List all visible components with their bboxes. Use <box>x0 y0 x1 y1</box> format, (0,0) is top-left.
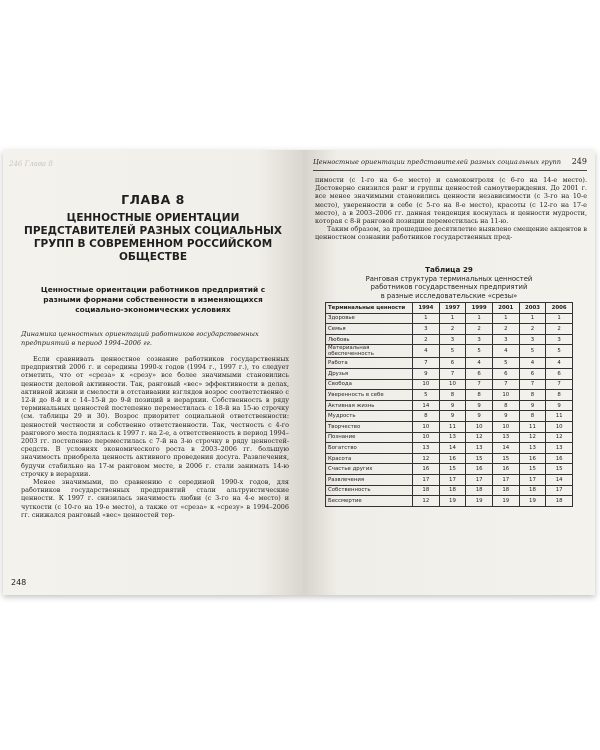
rank-cell: 16 <box>519 453 546 464</box>
paragraph: Если сравнивать ценностное сознание работников государственных предприятий 2006 г. и середины 1990-х годов (1994 г., 1997 г.), то следует отметить, что от «среза» к «срезу» все более значимыми становились ценности деловой активности. Так, ранговый «вес» эффективности в делах, активной жизни и смелости в отстаивании взглядов возрос соответственно с 12-й до 8-й и с 14–15-й до 9-й позиций в иерархии. Собственность в ряду терминальных ценностей постепенно переместилась с 18-й на 15-ю строчку (см. таблицы 29 и 30). Возрос приоритет социальной ответственности: ценностей честности и собственно ответственности. Так, честность с 4-го рангового места поднялась к 1997 г. на 2-е, а ответственность в период 1994–2003 гг. постепенно переместилась с 7-й на 3-ю строчку в ряду ценностей-средств. В условиях экономического роста в 2003–2006 гг. большую значимость приобрела ценность активного проведения досуга. Развлечения, будучи стабильно на 17-м ранговом месте, в 2006 г. стали занимать 14-ю строчку в иерархии. <box>21 355 289 478</box>
paragraph: Таким образом, за прошедшее десятилетие выявлено смещение акцентов в ценностном сознании работников государственных пред- <box>315 225 587 242</box>
value-name-cell: Материальная обеспеченность <box>326 345 413 358</box>
rank-cell: 16 <box>466 464 493 475</box>
value-name-cell: Творчество <box>326 421 413 432</box>
table-row <box>326 345 573 358</box>
rank-cell: 7 <box>413 358 440 369</box>
rank-cell: 9 <box>413 368 440 379</box>
right-body-text <box>315 176 587 242</box>
table-number: Таблица 29 <box>425 265 473 274</box>
rank-cell: 7 <box>466 379 493 390</box>
column-header-year: 1999 <box>466 303 493 314</box>
value-name-cell: Активная жизнь <box>326 400 413 411</box>
table-caption-line: в разные исследовательские «срезы» <box>380 291 518 300</box>
table-row <box>326 432 573 443</box>
rank-cell: 6 <box>439 358 466 369</box>
rank-cell: 9 <box>439 411 466 422</box>
rank-cell: 17 <box>546 485 573 496</box>
running-title: Ценностные ориентации представителей разных социальных групп <box>313 158 562 166</box>
rank-cell: 17 <box>413 474 440 485</box>
rank-cell: 10 <box>492 421 519 432</box>
rank-cell: 15 <box>546 464 573 475</box>
rank-cell: 6 <box>546 368 573 379</box>
rank-cell: 5 <box>519 345 546 358</box>
rank-cell: 1 <box>413 313 440 324</box>
table-row <box>326 379 573 390</box>
value-name-cell: Собственность <box>326 485 413 496</box>
rank-cell: 8 <box>466 390 493 401</box>
rank-cell: 9 <box>466 411 493 422</box>
rank-cell: 4 <box>519 358 546 369</box>
rank-cell: 14 <box>439 443 466 454</box>
rank-cell: 9 <box>519 400 546 411</box>
rank-cell: 13 <box>492 432 519 443</box>
rank-cell: 18 <box>466 485 493 496</box>
table-row <box>326 421 573 432</box>
rank-cell: 5 <box>546 345 573 358</box>
table-caption-line: Ранговая структура терминальных ценностей <box>365 274 533 283</box>
rank-cell: 2 <box>466 324 493 335</box>
page-number-right: 249 <box>571 157 587 166</box>
rank-cell: 16 <box>413 464 440 475</box>
value-name-cell: Богатство <box>326 443 413 454</box>
rank-cell: 10 <box>413 379 440 390</box>
rank-cell: 4 <box>413 345 440 358</box>
rank-cell: 15 <box>466 453 493 464</box>
column-header-year: 1997 <box>439 303 466 314</box>
value-name-cell: Уверенность в себе <box>326 390 413 401</box>
table-caption-line: работников государственных предприятий <box>370 283 528 291</box>
value-name-cell: Счастье других <box>326 464 413 475</box>
rank-cell: 2 <box>439 324 466 335</box>
rank-cell: 17 <box>519 474 546 485</box>
rank-cell: 15 <box>439 464 466 475</box>
values-table <box>325 302 573 507</box>
rank-cell: 5 <box>466 345 493 358</box>
value-name-cell: Работа <box>326 358 413 369</box>
rank-cell: 11 <box>519 421 546 432</box>
running-header <box>313 158 587 171</box>
rank-cell: 11 <box>439 421 466 432</box>
rank-cell: 17 <box>492 474 519 485</box>
value-name-cell: Семья <box>326 324 413 335</box>
column-header-year: 1994 <box>413 303 440 314</box>
rank-cell: 2 <box>546 324 573 335</box>
rank-cell: 19 <box>439 496 466 507</box>
left-page <box>3 150 303 595</box>
rank-cell: 18 <box>492 485 519 496</box>
rank-cell: 1 <box>439 313 466 324</box>
rank-cell: 15 <box>519 464 546 475</box>
rank-cell: 7 <box>546 379 573 390</box>
value-name-cell: Друзья <box>326 368 413 379</box>
chapter-heading: ГЛАВА 8 <box>121 192 185 207</box>
paragraph: Менее значимыми, по сравнению с серединой 1990-х годов, для работников государственных предприятий стали альтруистические ценности. К 1997 г. снизилась значимость любви (с 3-го на 4-е место) и чуткости (с 10-го на 19-е место), а также от «среза» к «срезу» в 1994–2006 гг. снижался ранговый «вес» ценностей тер- <box>21 478 289 519</box>
rank-cell: 10 <box>492 390 519 401</box>
column-header-year: 2006 <box>546 303 573 314</box>
rank-cell: 16 <box>546 453 573 464</box>
table-row <box>326 464 573 475</box>
table-row <box>326 443 573 454</box>
rank-cell: 6 <box>466 368 493 379</box>
value-name-cell: Красота <box>326 453 413 464</box>
rank-cell: 19 <box>519 496 546 507</box>
rank-cell: 1 <box>492 313 519 324</box>
rank-cell: 10 <box>439 379 466 390</box>
rank-cell: 17 <box>466 474 493 485</box>
book-spread <box>3 150 595 595</box>
value-name-cell: Познание <box>326 432 413 443</box>
rank-cell: 12 <box>466 432 493 443</box>
rank-cell: 6 <box>492 368 519 379</box>
table-row <box>326 453 573 464</box>
rank-cell: 10 <box>466 421 493 432</box>
rank-cell: 1 <box>546 313 573 324</box>
table-row <box>326 313 573 324</box>
rank-cell: 4 <box>466 358 493 369</box>
rank-cell: 4 <box>492 345 519 358</box>
rank-cell: 11 <box>546 411 573 422</box>
rank-cell: 3 <box>492 334 519 345</box>
value-name-cell: Свобода <box>326 379 413 390</box>
rank-cell: 4 <box>546 358 573 369</box>
table-row <box>326 496 573 507</box>
rank-cell: 8 <box>519 390 546 401</box>
paragraph: пимости (с 1-го на 6-е место) и самоконтроля (с 6-го на 14-е место). Достоверно снизился ранг и группы ценностей самоутверждения. До 2001 г. все менее значимыми становились ценности независимости (с 3-го на 10-е место), уверенности в себе (с 5-го на 8-е место), красоты (с 12-го на 17-е место), а в 2003–2006 гг. данная тенденция коснулась и ценности мудрости, которая с 8-й ранговой позиции переместилась на 11-ю. <box>315 176 587 226</box>
rank-cell: 1 <box>519 313 546 324</box>
rank-cell: 1 <box>466 313 493 324</box>
rank-cell: 8 <box>492 400 519 411</box>
rank-cell: 9 <box>466 400 493 411</box>
value-name-cell: Здоровье <box>326 313 413 324</box>
chapter-title: ЦЕННОСТНЫЕ ОРИЕНТАЦИИ ПРЕДСТАВИТЕЛЕЙ РАЗНЫХ СОЦИАЛЬНЫХ ГРУПП В СОВРЕМЕННОМ РОССИЙСКОМ ОБЩЕСТВЕ <box>24 212 282 263</box>
rank-cell: 2 <box>492 324 519 335</box>
table-row <box>326 400 573 411</box>
rank-cell: 16 <box>492 464 519 475</box>
table-row <box>326 474 573 485</box>
rank-cell: 9 <box>492 411 519 422</box>
value-name-cell: Бессмертие <box>326 496 413 507</box>
rank-cell: 14 <box>492 443 519 454</box>
rank-cell: 2 <box>413 334 440 345</box>
table-row <box>326 368 573 379</box>
rank-cell: 10 <box>413 432 440 443</box>
right-page <box>303 150 595 595</box>
rank-cell: 12 <box>413 496 440 507</box>
page-number-left: 248 <box>11 578 27 587</box>
left-body-text <box>21 355 289 519</box>
rank-cell: 5 <box>492 358 519 369</box>
value-name-cell: Развлечения <box>326 474 413 485</box>
section-title: Ценностные ориентации работников предприятий с разными формами собственности в изменяющихся социально-экономических условиях <box>40 285 266 314</box>
rank-cell: 9 <box>439 400 466 411</box>
column-header-year: 2003 <box>519 303 546 314</box>
rank-cell: 12 <box>546 432 573 443</box>
rank-cell: 5 <box>413 390 440 401</box>
rank-cell: 13 <box>439 432 466 443</box>
rank-cell: 10 <box>413 421 440 432</box>
rank-cell: 13 <box>466 443 493 454</box>
column-header-year: 2001 <box>492 303 519 314</box>
table-row <box>326 411 573 422</box>
rank-cell: 8 <box>413 411 440 422</box>
column-header-value: Терминальные ценности <box>326 303 413 314</box>
rank-cell: 14 <box>413 400 440 411</box>
rank-cell: 18 <box>439 485 466 496</box>
rank-cell: 7 <box>439 368 466 379</box>
rank-cell: 18 <box>519 485 546 496</box>
rank-cell: 18 <box>546 496 573 507</box>
table-header-row <box>326 303 573 314</box>
rank-cell: 3 <box>439 334 466 345</box>
rank-cell: 5 <box>439 345 466 358</box>
table-row <box>326 390 573 401</box>
rank-cell: 10 <box>546 421 573 432</box>
table-caption <box>313 266 585 300</box>
ghost-header: 246 Глава 8 <box>9 160 53 168</box>
rank-cell: 16 <box>439 453 466 464</box>
table-row <box>326 334 573 345</box>
rank-cell: 7 <box>519 379 546 390</box>
rank-cell: 12 <box>413 453 440 464</box>
table-row <box>326 358 573 369</box>
rank-cell: 3 <box>466 334 493 345</box>
rank-cell: 8 <box>439 390 466 401</box>
rank-cell: 3 <box>413 324 440 335</box>
rank-cell: 12 <box>519 432 546 443</box>
rank-cell: 6 <box>519 368 546 379</box>
rank-cell: 3 <box>546 334 573 345</box>
table-row <box>326 324 573 335</box>
rank-cell: 9 <box>546 400 573 411</box>
value-name-cell: Любовь <box>326 334 413 345</box>
rank-cell: 18 <box>413 485 440 496</box>
value-name-cell: Мудрость <box>326 411 413 422</box>
subsection-heading: Динамика ценностных ориентаций работников государственных предприятий в период 1994–2006 гг. <box>21 330 259 347</box>
rank-cell: 14 <box>546 474 573 485</box>
rank-cell: 19 <box>466 496 493 507</box>
rank-cell: 3 <box>519 334 546 345</box>
rank-cell: 2 <box>519 324 546 335</box>
rank-cell: 8 <box>519 411 546 422</box>
table-row <box>326 485 573 496</box>
rank-cell: 13 <box>546 443 573 454</box>
rank-cell: 15 <box>492 453 519 464</box>
rank-cell: 8 <box>546 390 573 401</box>
table-body <box>326 313 573 506</box>
rank-cell: 13 <box>519 443 546 454</box>
rank-cell: 17 <box>439 474 466 485</box>
rank-cell: 19 <box>492 496 519 507</box>
rank-cell: 7 <box>492 379 519 390</box>
rank-cell: 13 <box>413 443 440 454</box>
